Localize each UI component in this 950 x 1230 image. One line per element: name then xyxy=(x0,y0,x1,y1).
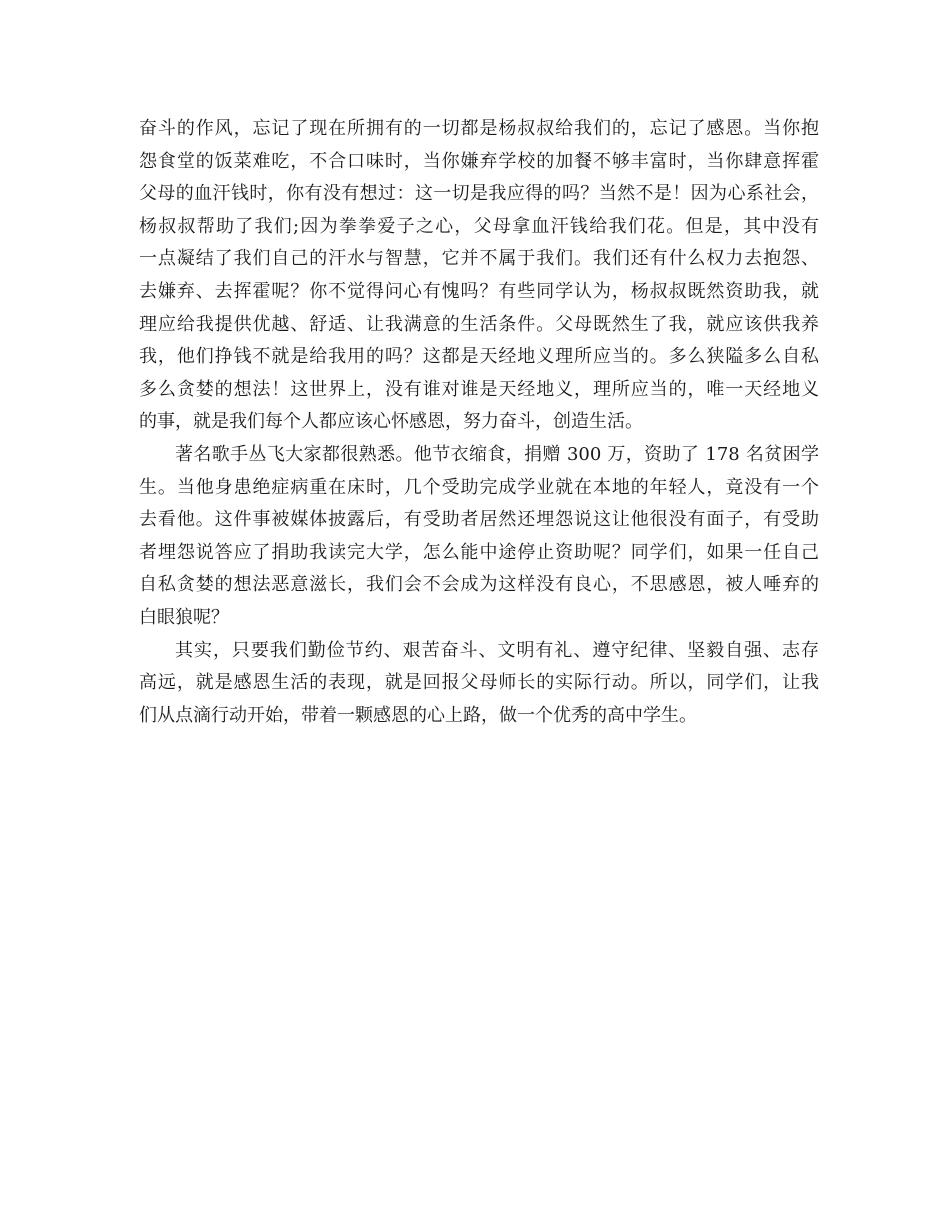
text-line: 者埋怨说答应了捐助我读完大学，怎么能中途停止资助呢？同学们，如果一任自己 xyxy=(139,541,819,563)
text-line: 奋斗的作风，忘记了现在所拥有的一切都是杨叔叔给我们的，忘记了感恩。当你抱 xyxy=(139,118,819,139)
text-line: 我，他们挣钱不就是给我用的吗？这都是天经地义理所应当的。多么狭隘多么自私 xyxy=(139,346,819,368)
text-line: 去嫌弃、去挥霍呢？你不觉得问心有愧吗？有些同学认为，杨叔叔既然资助我，就 xyxy=(139,280,819,302)
paragraph-1 xyxy=(139,113,819,439)
text-line: 的事，就是我们每个人都应该心怀感恩，努力奋斗，创造生活。 xyxy=(139,411,643,433)
text-line: 杨叔叔帮助了我们;因为拳拳爱子之心，父母拿血汗钱给我们花。但是，其中没有 xyxy=(139,215,819,237)
document-body xyxy=(139,113,819,732)
text-line: 怨食堂的饭菜难吃，不合口味时，当你嫌弃学校的加餐不够丰富时，当你肆意挥霍 xyxy=(139,150,819,172)
paragraph-3 xyxy=(139,635,819,733)
text-line: 著名歌手丛飞大家都很熟悉。他节衣缩食，捐赠 300 万，资助了 178 名贫困学 xyxy=(175,443,819,465)
text-line: 其实，只要我们勤俭节约、艰苦奋斗、文明有礼、遵守纪律、坚毅自强、志存 xyxy=(175,639,819,661)
text-line: 一点凝结了我们自己的汗水与智慧，它并不属于我们。我们还有什么权力去抱怨、 xyxy=(139,248,819,270)
text-line: 生。当他身患绝症病重在床时，几个受助完成学业就在本地的年轻人，竟没有一个 xyxy=(139,476,819,498)
text-line: 高远，就是感恩生活的表现，就是回报父母师长的实际行动。所以，同学们，让我 xyxy=(139,672,819,694)
text-line: 们从点滴行动开始，带着一颗感恩的心上路，做一个优秀的高中学生。 xyxy=(139,704,697,726)
text-line: 多么贪婪的想法！这世界上，没有谁对谁是天经地义，理所应当的，唯一天经地义 xyxy=(139,378,819,400)
text-line: 白眼狼呢？ xyxy=(139,606,229,628)
text-line: 自私贪婪的想法恶意滋长，我们会不会成为这样没有良心，不思感恩，被人唾弃的 xyxy=(139,574,819,596)
text-line: 父母的血汗钱时，你有没有想过：这一切是我应得的吗？当然不是！因为心系社会， xyxy=(139,183,819,205)
text-line: 理应给我提供优越、舒适、让我满意的生活条件。父母既然生了我，就应该供我养 xyxy=(139,313,819,335)
text-line: 去看他。这件事被媒体披露后，有受助者居然还埋怨说这让他很没有面子，有受助 xyxy=(139,509,819,531)
paragraph-2 xyxy=(139,439,819,635)
